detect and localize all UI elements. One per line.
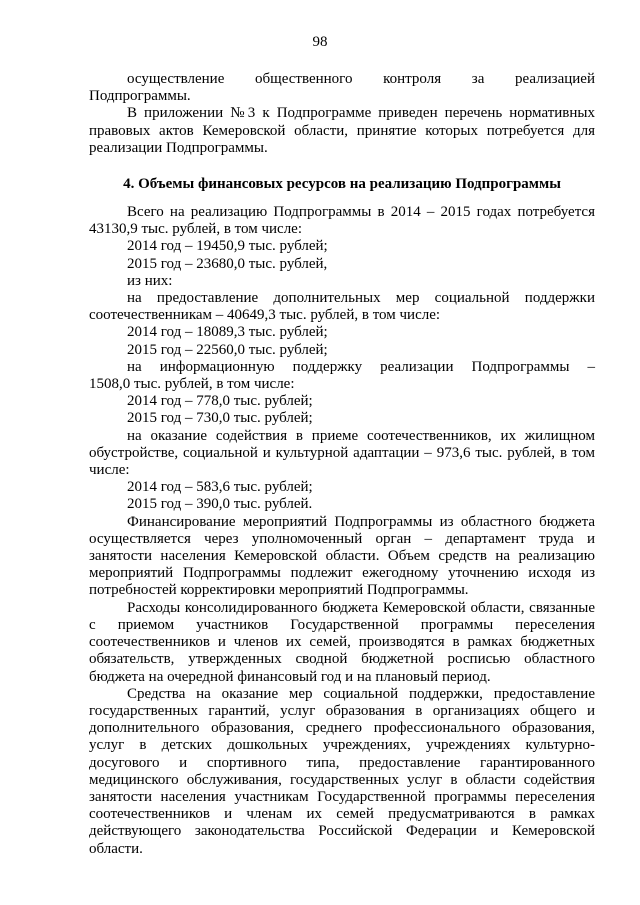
paragraph-social-measures: Средства на оказание мер социальной поддержки, предоставление государственных гарантий, услуг образования в организациях общего и дополнительного образования, среднего профессионального образования, услуг в детских дошкольных учреждениях, учреждениях культурно-досугового и спортивного типа, предоставление гарантированного медицинского обслуживания, государственных услуг в области содействия занятости населения участникам Государственной программы переселения соотечественников и членам их семей предусматриваются в рамках действующего законодательства Российской Федерации и Кемеровской области.: [89, 685, 595, 857]
list-item-info-2014: 2014 год – 778,0 тыс. рублей;: [127, 393, 313, 410]
list-item-info-2015: 2015 год – 730,0 тыс. рублей;: [127, 410, 313, 427]
list-item-social-2014: 2014 год – 18089,3 тыс. рублей;: [127, 324, 328, 341]
paragraph-budget-expenses: Расходы консолидированного бюджета Кемеровской области, связанные с приемом участников Государственной программы переселения соотечественников и членов их семей, производятся в рамках бюджетных обязательств, утвержденных сводной бюджетной росписью областного бюджета на очередной финансовый год и на плановый период.: [89, 599, 595, 685]
paragraph-control-line: осуществление общественного контроля за реализацией: [127, 71, 595, 87]
paragraph-social-support: на предоставление дополнительных мер социальной поддержки соотечественникам – 40649,3 тыс. рублей, в том числе:: [89, 290, 595, 324]
list-item-total-2014: 2014 год – 19450,9 тыс. рублей;: [127, 238, 328, 255]
section-heading: 4. Объемы финансовых ресурсов на реализацию Подпрограммы: [123, 176, 561, 193]
list-item-reception-2015: 2015 год – 390,0 тыс. рублей.: [127, 496, 313, 513]
paragraph-info-support-amount: 1508,0 тыс. рублей, в том числе:: [89, 376, 295, 393]
list-item-social-2015: 2015 год – 22560,0 тыс. рублей;: [127, 341, 328, 358]
paragraph-total-funding: Всего на реализацию Подпрограммы в 2014 – 2015 годах потребуется 43130,9 тыс. рублей, в том числе:: [89, 204, 595, 238]
document-body: [89, 71, 595, 858]
paragraph-info-support: на информационную поддержку реализации Подпрограммы –: [127, 358, 595, 375]
paragraph-reception-assistance: на оказание содействия в приеме соотечественников, их жилищном обустройстве, социальной и культурной адаптации – 973,6 тыс. рублей, в том числе:: [89, 427, 595, 479]
list-item-of-which: из них:: [127, 272, 173, 289]
paragraph-appendix: В приложении №3 к Подпрограмме приведен перечень нормативных правовых актов Кемеровской области, принятие которых потребуется для реализации Подпрограммы.: [89, 105, 595, 156]
page-number: 98: [312, 34, 328, 50]
paragraph-financing: Финансирование мероприятий Подпрограммы из областного бюджета осуществляется через уполномоченный орган – департамент труда и занятости населения Кемеровской области. Объем средств на реализацию мероприятий Подпрограммы подлежит ежегодному уточнению исходя из потребностей корректировки мероприятий Подпрограммы.: [89, 513, 595, 599]
paragraph-control-end: Подпрограммы.: [89, 88, 191, 105]
list-item-total-2015: 2015 год – 23680,0 тыс. рублей,: [127, 255, 328, 272]
list-item-reception-2014: 2014 год – 583,6 тыс. рублей;: [127, 479, 313, 496]
